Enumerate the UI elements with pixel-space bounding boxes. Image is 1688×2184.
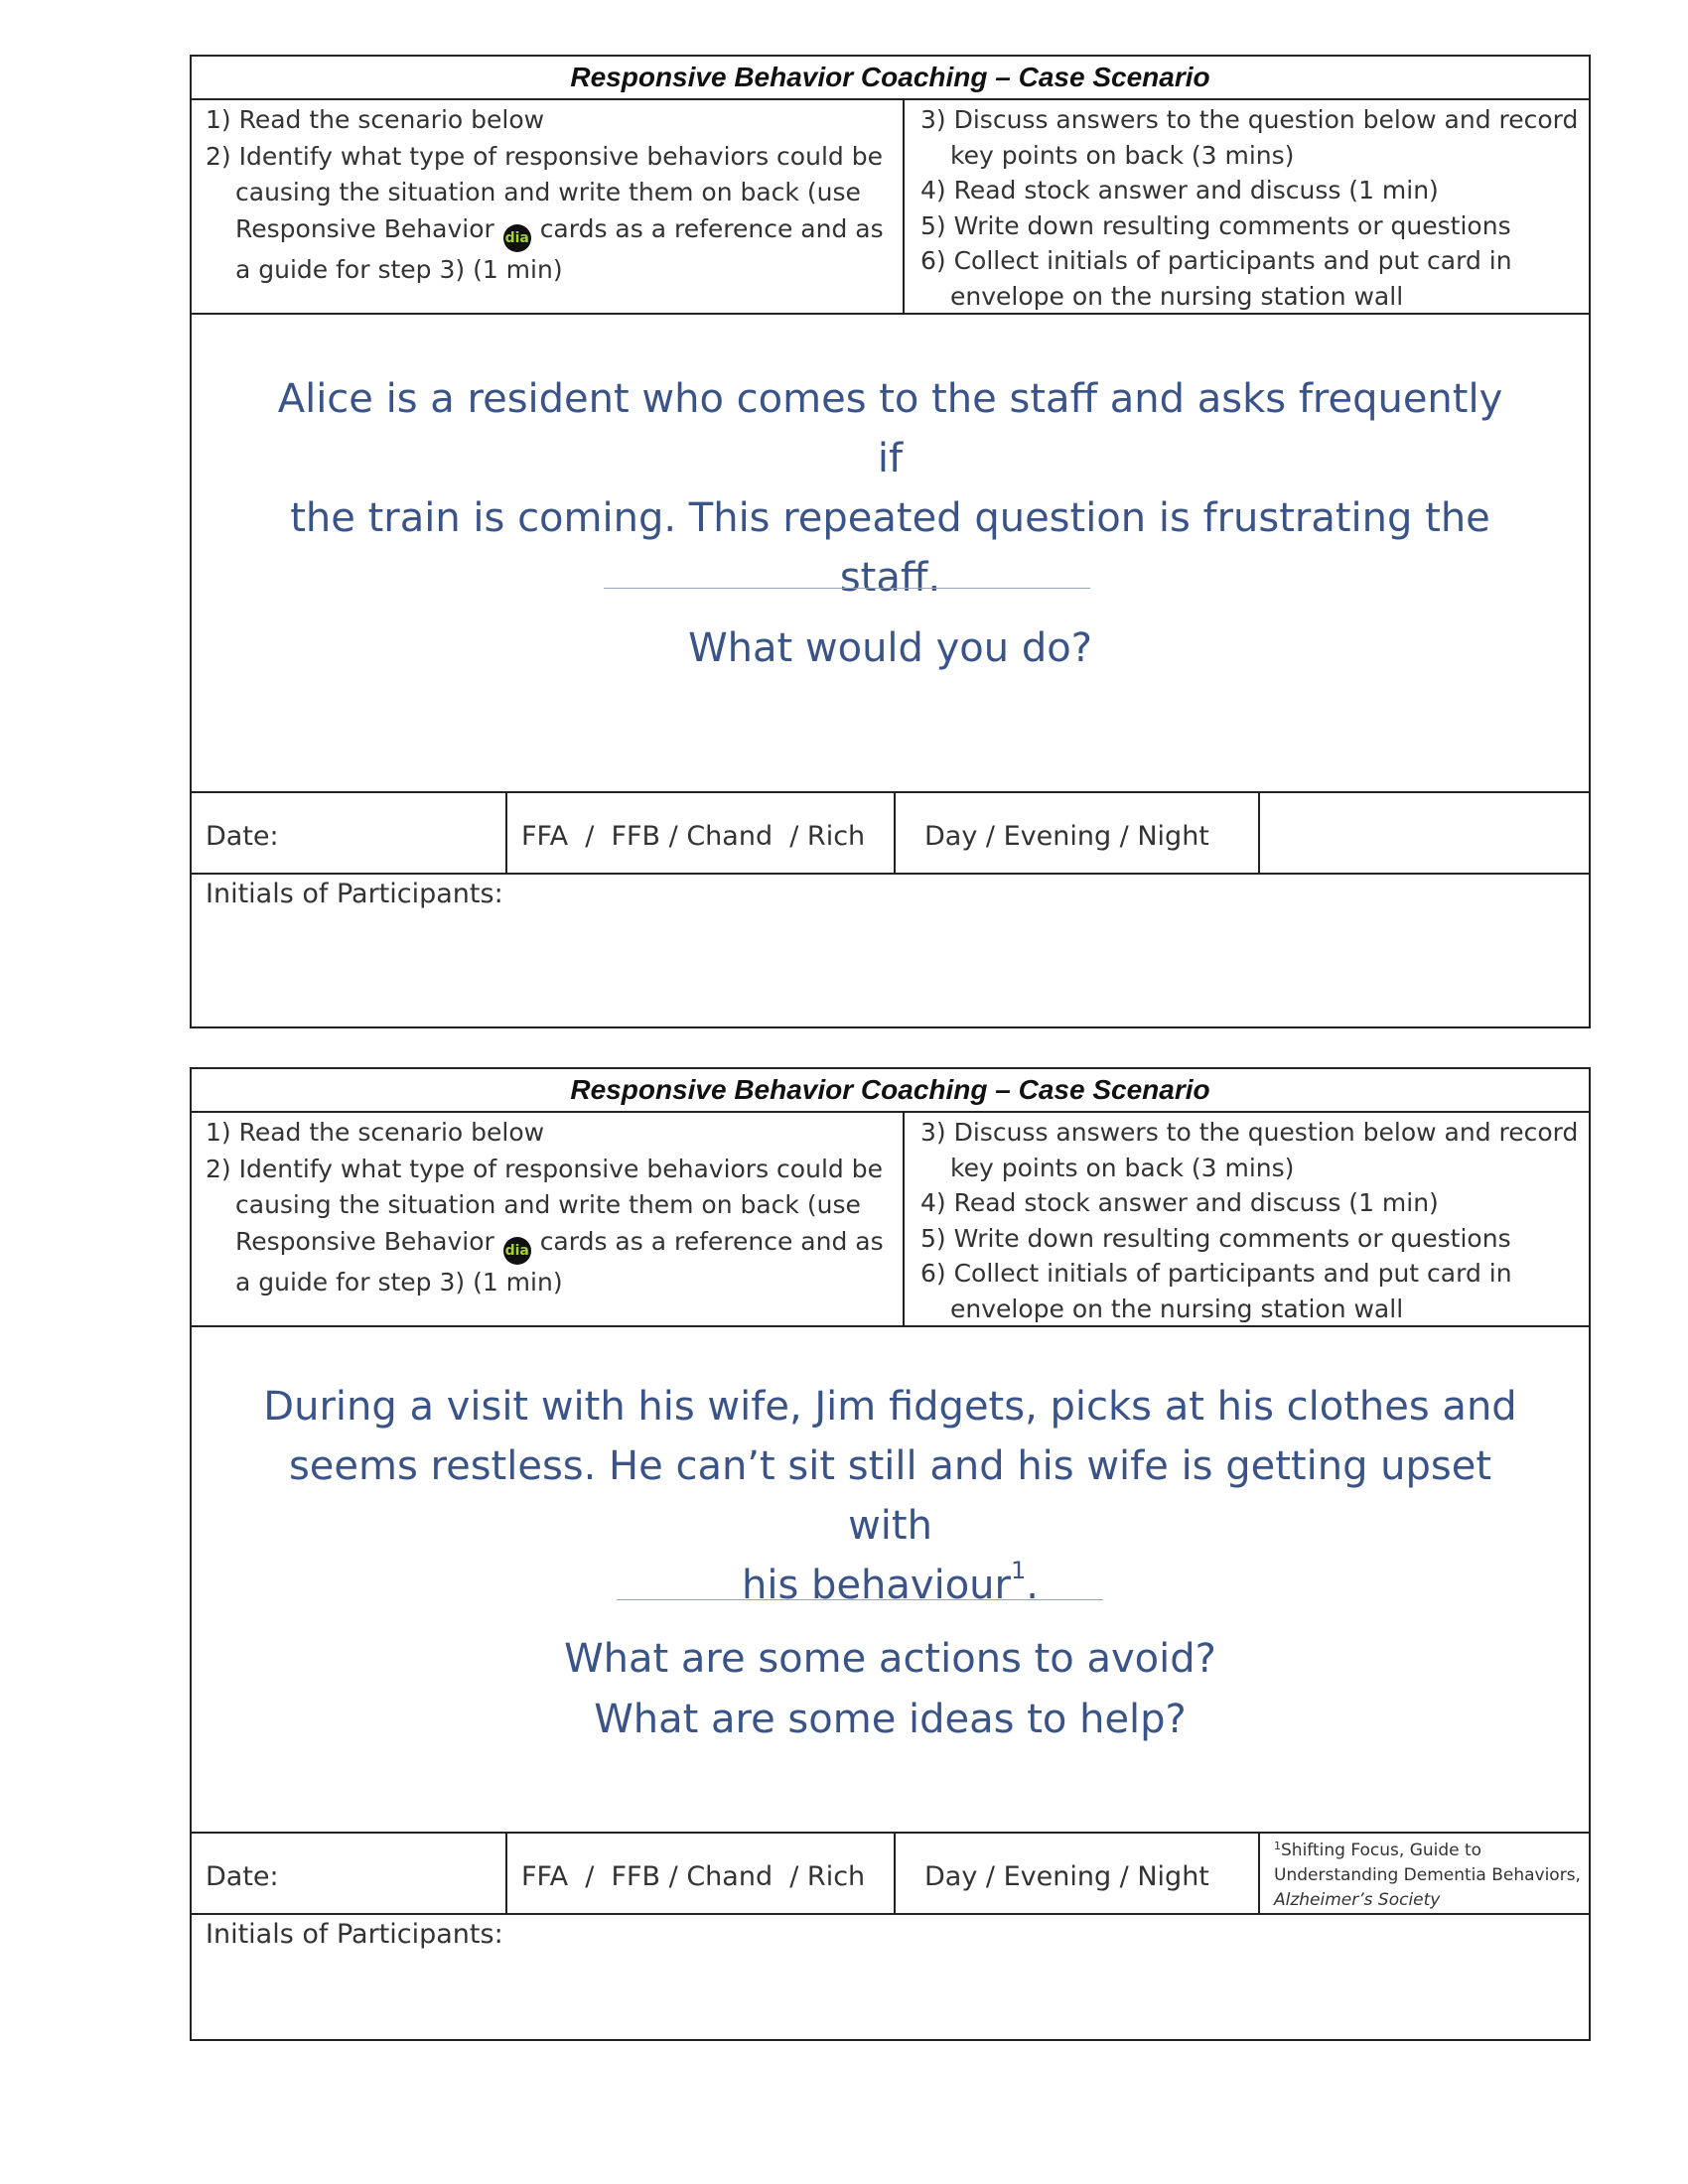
scenario-line: Alice is a resident who comes to the staff and asks frequently if [277,376,1503,481]
instruction-step-1: 1) Read the scenario below [206,1118,545,1147]
instructions-section [192,1113,1589,1327]
card-title: Responsive Behavior Coaching – Case Scenario [192,57,1589,100]
participants-field[interactable] [192,1915,1589,1950]
scenario-section [192,1327,1589,1834]
scenario-line: staff. [839,555,941,601]
shift-options[interactable]: Day / Evening / Night [896,793,1260,873]
instruction-step-2-text-cont: cards as a reference and as a guide for step 3) (1 min) [235,213,884,284]
site-options[interactable]: FFA / FFB / Chand / Rich [507,793,896,873]
scenario-card-1 [190,55,1591,1028]
footnote-cell [1260,1834,1589,1913]
scenario-card-2 [190,1067,1591,2041]
scenario-line: his behaviour [742,1563,1011,1608]
question-text [192,1629,1589,1750]
instruction-step-3: 3) Discuss answers to the question below and record key points on back (3 mins) [920,1118,1579,1182]
instruction-step-1: 1) Read the scenario below [206,105,545,134]
instruction-step-2-text: 2) Identify what type of responsive behaviors could be causing the situation and write them on back (use Responsive Behavior [206,141,883,243]
scenario-section [192,315,1589,793]
dia-logo-icon: dia [503,224,531,252]
instruction-step-6: 6) Collect initials of participants and put card in envelope on the nursing station wall [920,246,1512,311]
info-row [192,1834,1589,1915]
scenario-line-last [261,1556,1519,1615]
date-field[interactable]: Date: [192,793,507,873]
participants-label: Initials of Participants: [206,879,503,909]
empty-cell [1260,793,1589,873]
scenario-end: . [1026,1563,1039,1608]
footnote [1274,1834,1589,1913]
footnote-source: Alzheimer’s Society [1274,1890,1441,1910]
instruction-step-5: 5) Write down resulting comments or questions [920,1223,1511,1253]
question-text [192,618,1589,679]
instructions-section [192,100,1589,315]
instruction-step-2 [206,1152,893,1301]
instructions-right [905,1113,1589,1325]
shift-options[interactable]: Day / Evening / Night [896,1834,1260,1913]
instruction-step-2-text-cont: cards as a reference and as a guide for step 3) (1 min) [235,1226,884,1297]
participants-label: Initials of Participants: [206,1919,503,1950]
divider-line [617,1599,1103,1600]
dia-logo-icon: dia [503,1237,531,1265]
site-options[interactable]: FFA / FFB / Chand / Rich [507,1834,896,1913]
instruction-step-3: 3) Discuss answers to the question below and record key points on back (3 mins) [920,105,1579,170]
question-line: What would you do? [688,625,1092,671]
scenario-line: During a visit with his wife, Jim fidgets, picks at his clothes and [263,1384,1517,1430]
question-line: What are some ideas to help? [594,1697,1187,1742]
instruction-step-5: 5) Write down resulting comments or questions [920,210,1511,240]
footnote-text: Shifting Focus, Guide to Understanding Dementia Behaviors, [1274,1841,1581,1885]
divider-line [604,588,1090,589]
scenario-text [192,369,1589,608]
footnote-marker: 1 [1274,1840,1281,1852]
scenario-text [192,1377,1589,1615]
instruction-step-4: 4) Read stock answer and discuss (1 min) [920,1188,1439,1217]
scenario-line: seems restless. He can’t sit still and his wife is getting upset with [288,1443,1492,1549]
instruction-step-2 [206,139,893,289]
instruction-step-2-text: 2) Identify what type of responsive behaviors could be causing the situation and write them on back (use Responsive Behavior [206,1154,883,1256]
instruction-step-4: 4) Read stock answer and discuss (1 min) [920,176,1439,205]
date-field[interactable]: Date: [192,1834,507,1913]
participants-field[interactable] [192,875,1589,909]
instructions-right [905,100,1589,313]
scenario-line: the train is coming. This repeated question is frustrating the [290,495,1490,541]
footnote-marker: 1 [1010,1557,1027,1584]
instructions-left [192,1113,905,1325]
instruction-step-6: 6) Collect initials of participants and put card in envelope on the nursing station wall [920,1259,1512,1323]
instructions-left [192,100,905,313]
question-line: What are some actions to avoid? [564,1636,1216,1682]
card-title: Responsive Behavior Coaching – Case Scenario [192,1069,1589,1113]
info-row [192,793,1589,875]
